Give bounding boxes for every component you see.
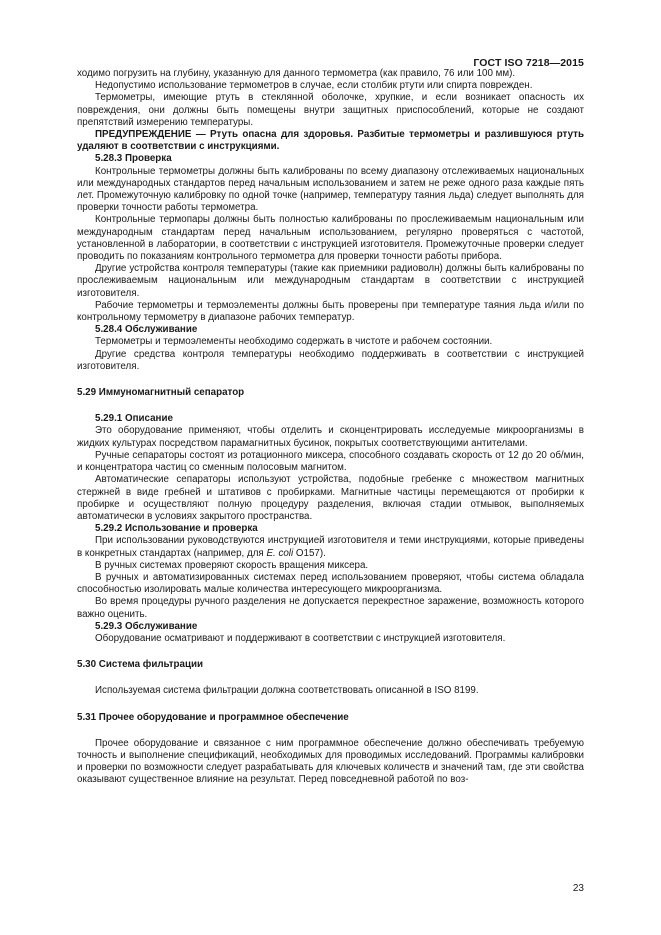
paragraph: Другие средства контроля температуры необходимо поддерживать в соответствии с инструкцией изготовителя. — [77, 348, 584, 372]
paragraph: Оборудование осматривают и поддерживают в соответствии с инструкцией изготовителя. — [95, 632, 506, 644]
paragraph: Термометры и термоэлементы необходимо содержать в чистоте и рабочем состоянии. — [95, 336, 493, 348]
subsection-heading: 5.28.4 Обслуживание — [95, 324, 198, 336]
spacer — [77, 373, 584, 387]
section-heading: 5.29 Иммуномагнитный сепаратор — [77, 387, 245, 399]
subsection-heading: 5.29.1 Описание — [95, 413, 173, 425]
paragraph: Ручные сепараторы состоят из ротационного миксера, способного создавать скорость от 12 до 20 об/мин, и концентратора частиц со сменным полосовым магнитом. — [77, 449, 584, 474]
section-heading: 5.31 Прочее оборудование и программное обеспечение — [77, 711, 349, 723]
paragraph: В ручных системах проверяют скорость вращения миксера. — [95, 559, 369, 571]
paragraph — [77, 535, 584, 559]
paragraph: Это оборудование применяют, чтобы отделить и сконцентрировать исследуемые микроорганизмы в жидких культурах посредством парамагнитных бусинок, покрытых соответствующими антителами. — [77, 425, 584, 449]
paragraph: ходимо погрузить на глубину, указанную для данного термометра (как правило, 76 или 100 мм). — [77, 68, 516, 79]
subsection-heading: 5.29.2 Использование и проверка — [95, 523, 258, 535]
document-body — [77, 68, 584, 787]
warning-paragraph: ПРЕДУПРЕЖДЕНИЕ — Ртуть опасна для здоровья. Разбитые термометры и разлившуюся ртуть удаляют в соответствии с инструкциями. — [77, 129, 584, 153]
paragraph-text-tail: O157). — [293, 547, 326, 559]
paragraph: Контрольные термопары должны быть полностью калиброваны по прослеживаемым национальным или международным стандартам перед начальным использованием, регулярно проверяться с частотой, установленной в лаборатории, в соответствии с инструкцией изготовителя. Промежуточные проверки следует проводить по показаниям контрольного термометра для проверки точности работы прибора. — [77, 214, 584, 263]
paragraph: Во время процедуры ручного разделения не допускается перекрестное заражение, возможность которого важно оценить. — [77, 596, 584, 620]
organism-name: E. coli — [266, 547, 294, 559]
standard-header: ГОСТ ISO 7218—2015 — [473, 57, 584, 69]
paragraph: Автоматические сепараторы используют устройства, подобные гребенке с множеством магнитных стержней в виде гребней и штативов с пробирками. Магнитные частицы перемещаются от пробирки к пробирке и осуществляют полную процедуру разделения, включая стадии отмывок, выполняемых автоматически в условиях закрытого пространства. — [77, 474, 584, 522]
paragraph: Другие устройства контроля температуры (такие как приемники радиоволн) должны быть калиброваны по прослеживаемым национальным или международным стандартам в соответствии с инструкцией изготовителя. — [77, 263, 584, 299]
spacer — [77, 399, 584, 413]
paragraph: Недопустимо использование термометров в случае, если столбик ртути или спирта поврежден. — [95, 80, 533, 92]
paragraph: В ручных и автоматизированных системах перед использованием проверяют, чтобы система обладала способностью изолировать малые количества интересующего микроорганизма. — [77, 571, 584, 596]
paragraph: Используемая система фильтрации должна соответствовать описанной в ISO 8199. — [95, 685, 479, 697]
paragraph: Термометры, имеющие ртуть в стеклянной оболочке, хрупкие, и если возникает опасность их повреждения, они должны быть помещены внутри защитных приспособлений, которые не создают препятствий измерению температуры. — [77, 92, 584, 128]
paragraph: Рабочие термометры и термоэлементы должны быть проверены при температуре таяния льда и/или по контрольному термометру в диапазоне рабочих температур. — [77, 299, 584, 324]
spacer — [77, 698, 584, 712]
section-heading: 5.30 Система фильтрации — [77, 659, 204, 671]
spacer — [77, 645, 584, 659]
page-number: 23 — [572, 883, 584, 894]
subsection-heading: 5.29.3 Обслуживание — [95, 620, 198, 632]
spacer — [77, 671, 584, 685]
paragraph: Контрольные термометры должны быть калиброваны по всему диапазону отслеживаемых национальных или международных стандартов перед начальным использованием и затем не реже одного раза каждые пять лет. Промежуточную калибровку по одной точке (например, температуру таяния льда) следует выполнять для проверки точности работы термометра. — [77, 165, 584, 214]
paragraph-text: При использовании руководствуются инструкцией изготовителя и теми инструкциями, которые приведены в конкретных стандартах (например, для — [77, 535, 584, 559]
subsection-heading: 5.28.3 Проверка — [95, 153, 172, 165]
spacer — [77, 724, 584, 738]
paragraph: Прочее оборудование и связанное с ним программное обеспечение должно обеспечивать требуемую точность и выполнение спецификаций, необходимых для проводимых исследований. Программы калибровки и проверки по возможности следует разрабатывать для ключевых количеств и значений там, где эти свойства оказывают существенное влияние на результат. Перед повседневной работой по воз- — [77, 737, 584, 786]
